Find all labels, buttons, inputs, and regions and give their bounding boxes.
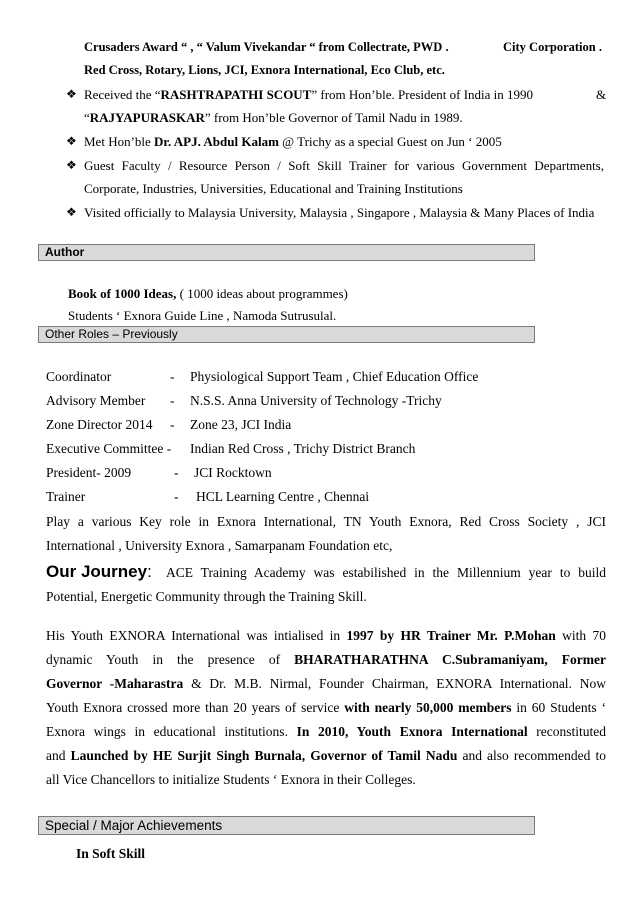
rashtrapathi-scout: RASHTRAPATHI SCOUT (160, 87, 312, 102)
youth-exnora-line-7: all Vice Chancellors to initialize Students ‘ Exnora in their Colleges. (46, 772, 416, 787)
youth-exnora-line-4 (46, 700, 606, 716)
bullet-4: Visited officially to Malaysia University, Malaysia , Singapore , Malaysia & Many Places of India (84, 205, 595, 220)
bold-text: Governor -Maharastra (46, 676, 184, 691)
bullet-1-line-2 (84, 110, 463, 126)
role-title: Advisory Member (46, 393, 146, 408)
key-role-line-2: International , University Exnora , Samarpanam Foundation etc, (46, 538, 393, 553)
bullet-diamond-icon: ❖ (66, 158, 77, 172)
role-title: Executive Committee - (46, 441, 172, 456)
award-line-1b: City Corporation . (503, 40, 602, 54)
soft-skill-subheading: In Soft Skill (76, 846, 146, 861)
author-book (68, 286, 348, 302)
ampersand: & (596, 87, 607, 102)
text: reconstituted (527, 724, 606, 739)
youth-exnora-line-5 (46, 724, 606, 740)
text: @ Trichy as a special Guest on Jun ‘ 2005 (278, 134, 502, 149)
bullet-diamond-icon: ❖ (66, 134, 77, 148)
text: with 70 (555, 628, 606, 643)
text: and (46, 748, 71, 763)
text: Exnora wings in educational institutions. (46, 724, 297, 739)
achievements-heading: Special / Major Achievements (38, 816, 535, 835)
text: “ (84, 110, 90, 125)
role-sep: - (174, 489, 179, 504)
text: in 60 Students ‘ (511, 700, 606, 715)
role-sep: - (174, 465, 179, 480)
role-desc: N.S.S. Anna University of Technology -Trichy (190, 393, 442, 408)
key-role-line-1: Play a various Key role in Exnora International, TN Youth Exnora, Red Cross Society , JCI (46, 514, 606, 529)
role-sep: - (170, 393, 175, 408)
role-desc: Physiological Support Team , Chief Education Office (190, 369, 479, 384)
text: & Dr. M.B. Nirmal, Founder Chairman, EXNORA International. Now (183, 676, 606, 691)
text: Youth Exnora crossed more than 20 years of service (46, 700, 345, 715)
text: His Youth EXNORA International was intialised in (46, 628, 347, 643)
youth-exnora-line-3 (46, 676, 606, 692)
bold-text: In 2010, Youth Exnora International (296, 724, 528, 739)
rajyapuraskar: RAJYAPURASKAR (89, 110, 205, 125)
book-desc: ( 1000 ideas about programmes) (176, 286, 348, 301)
bullet-3-line-1: Guest Faculty / Resource Person / Soft Skill Trainer for various Government Departments, (84, 158, 604, 173)
journey-line-1: ACE Training Academy was estabilished in the Millennium year to build (166, 565, 606, 580)
role-desc: Zone 23, JCI India (190, 417, 292, 432)
author-heading: Author (38, 244, 535, 261)
role-desc: HCL Learning Centre , Chennai (196, 489, 370, 504)
text: Met Hon’ble (84, 134, 155, 149)
role-title: Zone Director 2014 (46, 417, 153, 432)
text: ” from Hon’ble. President of India in 1990 (311, 87, 534, 102)
text: and also recommended to (457, 748, 606, 763)
role-title: Coordinator (46, 369, 112, 384)
youth-exnora-line-6 (46, 748, 606, 764)
award-line-2: Red Cross, Rotary, Lions, JCI, Exnora International, Eco Club, etc. (84, 63, 445, 77)
bullet-diamond-icon: ❖ (66, 87, 77, 101)
role-sep: - (170, 417, 175, 432)
bold-text: BHARATHARATHNA C.Subramaniyam, Former (294, 652, 607, 667)
youth-exnora-line-2 (46, 652, 606, 668)
role-sep: - (170, 369, 175, 384)
bold-text: Launched by HE Surjit Singh Burnala, Governor of Tamil Nadu (70, 748, 458, 763)
kalam: Dr. APJ. Abdul Kalam (154, 134, 279, 149)
bullet-2 (84, 134, 502, 150)
bold-text: 1997 by HR Trainer Mr. P.Mohan (346, 628, 556, 643)
author-guide: Students ‘ Exnora Guide Line , Namoda Sutrusulal. (68, 308, 337, 323)
journey-line-2: Potential, Energetic Community through the Training Skill. (46, 589, 367, 604)
journey-colon: : (147, 562, 152, 581)
bold-text: with nearly 50,000 members (344, 700, 512, 715)
journey-title: Our Journey (46, 562, 148, 581)
role-desc: JCI Rocktown (194, 465, 272, 480)
text: dynamic Youth in the presence of (46, 652, 295, 667)
roles-heading: Other Roles – Previously (38, 326, 535, 343)
role-title: President- 2009 (46, 465, 132, 480)
book-title: Book of 1000 Ideas, (68, 286, 177, 301)
bullet-3-line-2: Corporate, Industries, Universities, Educational and Training Institutions (84, 181, 463, 196)
text: Received the “ (84, 87, 161, 102)
role-title: Trainer (46, 489, 86, 504)
bullet-1-line-1 (84, 87, 533, 103)
role-desc: Indian Red Cross , Trichy District Branch (190, 441, 416, 456)
text: ” from Hon’ble Governor of Tamil Nadu in 1989. (204, 110, 463, 125)
bullet-diamond-icon: ❖ (66, 205, 77, 219)
journey-heading (46, 562, 152, 582)
award-line-1a: Crusaders Award “ , “ Valum Vivekandar “ from Collectrate, PWD . (84, 40, 449, 54)
award-line-1 (84, 40, 449, 55)
youth-exnora-line-1 (46, 628, 606, 644)
